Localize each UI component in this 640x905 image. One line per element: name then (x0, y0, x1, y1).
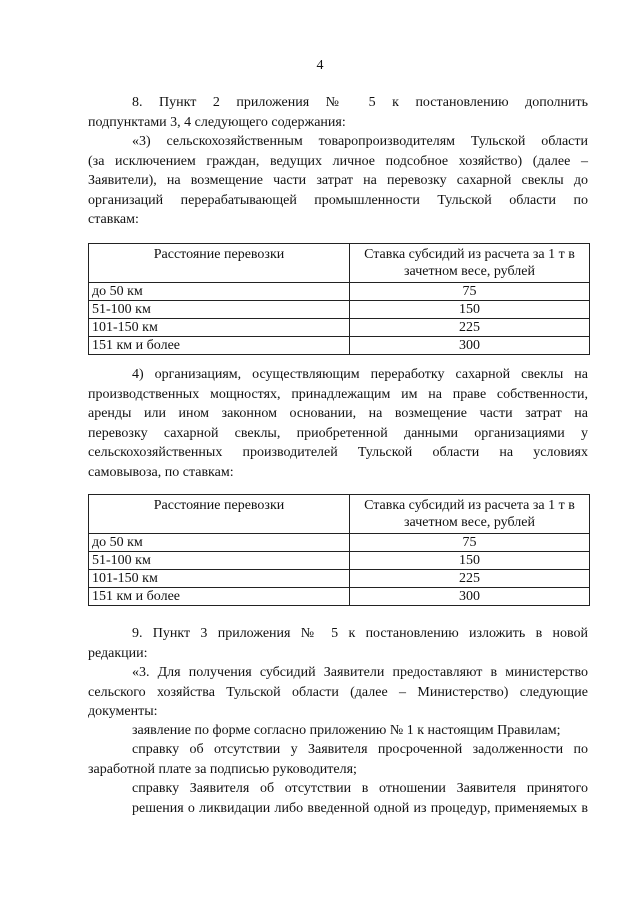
text-line: «3) сельскохозяйственным товаропроизводителям Тульской области (132, 134, 588, 149)
item-8-paragraph (88, 93, 588, 132)
text-line: сельскохозяйственных производителей Тульской области на условиях (88, 445, 588, 460)
cell-rate: 300 (350, 588, 590, 606)
header-rate: Ставка субсидий из расчета за 1 т в зачетном весе, рублей (350, 495, 590, 534)
rates-table-2 (88, 494, 590, 606)
text-line: перевозку сахарной свеклы, приобретенной данными организациями у (88, 425, 588, 441)
text-line: заявление по форме согласно приложению № 1 к настоящим Правилам; (132, 723, 561, 738)
table-row (89, 301, 590, 319)
text-line: редакции: (88, 645, 148, 661)
header-rate: Ставка субсидий из расчета за 1 т в зачетном весе, рублей (350, 244, 590, 283)
text-line: подпунктами 3, 4 следующего содержания: (88, 114, 346, 130)
text-line: справку Заявителя об отсутствии в отношении Заявителя принятого (132, 781, 588, 796)
text-line: аренды или ином законном основании, на возмещение части затрат на (88, 406, 588, 421)
text-line: Заявители), на возмещение части затрат на перевозку сахарной свеклы до (88, 173, 588, 188)
text-line: ставкам: (88, 212, 139, 227)
cell-distance: до 50 км (89, 283, 350, 301)
cell-distance: 101-150 км (89, 319, 350, 337)
text-line: заработной плате за подписью руководителя; (88, 761, 357, 777)
text-line: «3. Для получения субсидий Заявители предоставляют в министерство (132, 665, 588, 680)
document-item-liquidation-certificate (88, 779, 588, 818)
header-distance: Расстояние перевозки (89, 495, 350, 534)
text-line: самовывоза, по ставкам: (88, 464, 234, 480)
cell-distance: 101-150 км (89, 570, 350, 588)
text-line: документы: (88, 704, 158, 719)
table-row (89, 534, 590, 552)
cell-rate: 75 (350, 534, 590, 552)
table-row (89, 570, 590, 588)
point-3-paragraph (88, 663, 588, 722)
cell-rate: 225 (350, 319, 590, 337)
cell-rate: 225 (350, 570, 590, 588)
text-line: 9. Пункт 3 приложения № 5 к постановлению изложить в новой (132, 626, 588, 641)
rates-table-1 (88, 243, 590, 355)
item-9-paragraph (88, 624, 588, 663)
text-line: 4) организациям, осуществляющим переработку сахарной свеклы на (132, 367, 588, 382)
cell-rate: 150 (350, 552, 590, 570)
subitem-3-paragraph (88, 132, 588, 230)
cell-distance: 51-100 км (89, 552, 350, 570)
table-row (89, 283, 590, 301)
table-row (89, 337, 590, 355)
cell-distance: 151 км и более (89, 588, 350, 606)
text-line: 8. Пункт 2 приложения № 5 к постановлению дополнить (132, 95, 588, 110)
table-row (89, 552, 590, 570)
document-item-salary-certificate (88, 740, 588, 779)
table-row (89, 588, 590, 606)
text-line: (за исключением граждан, ведущих личное подсобное хозяйство) (далее – (88, 153, 588, 169)
cell-rate: 150 (350, 301, 590, 319)
text-line: организаций перерабатывающей промышленности Тульской области по (88, 192, 588, 208)
table-header-row (89, 244, 590, 283)
cell-rate: 75 (350, 283, 590, 301)
header-distance: Расстояние перевозки (89, 244, 350, 283)
table-row (89, 319, 590, 337)
cell-rate: 300 (350, 337, 590, 355)
text-line: сельского хозяйства Тульской области (далее – Министерство) следующие (88, 684, 588, 700)
cell-distance: 151 км и более (89, 337, 350, 355)
page-number: 4 (316, 58, 324, 73)
text-line: производственных мощностях, принадлежащим им на праве собственности, (88, 386, 588, 402)
text-line: справку об отсутствии у Заявителя просроченной задолженности по (132, 742, 588, 757)
table-header-row (89, 495, 590, 534)
cell-distance: до 50 км (89, 534, 350, 552)
text-line: решения о ликвидации либо введенной одной из процедур, применяемых в (132, 800, 588, 816)
document-item-application (88, 721, 588, 741)
subitem-4-paragraph (88, 365, 588, 482)
cell-distance: 51-100 км (89, 301, 350, 319)
